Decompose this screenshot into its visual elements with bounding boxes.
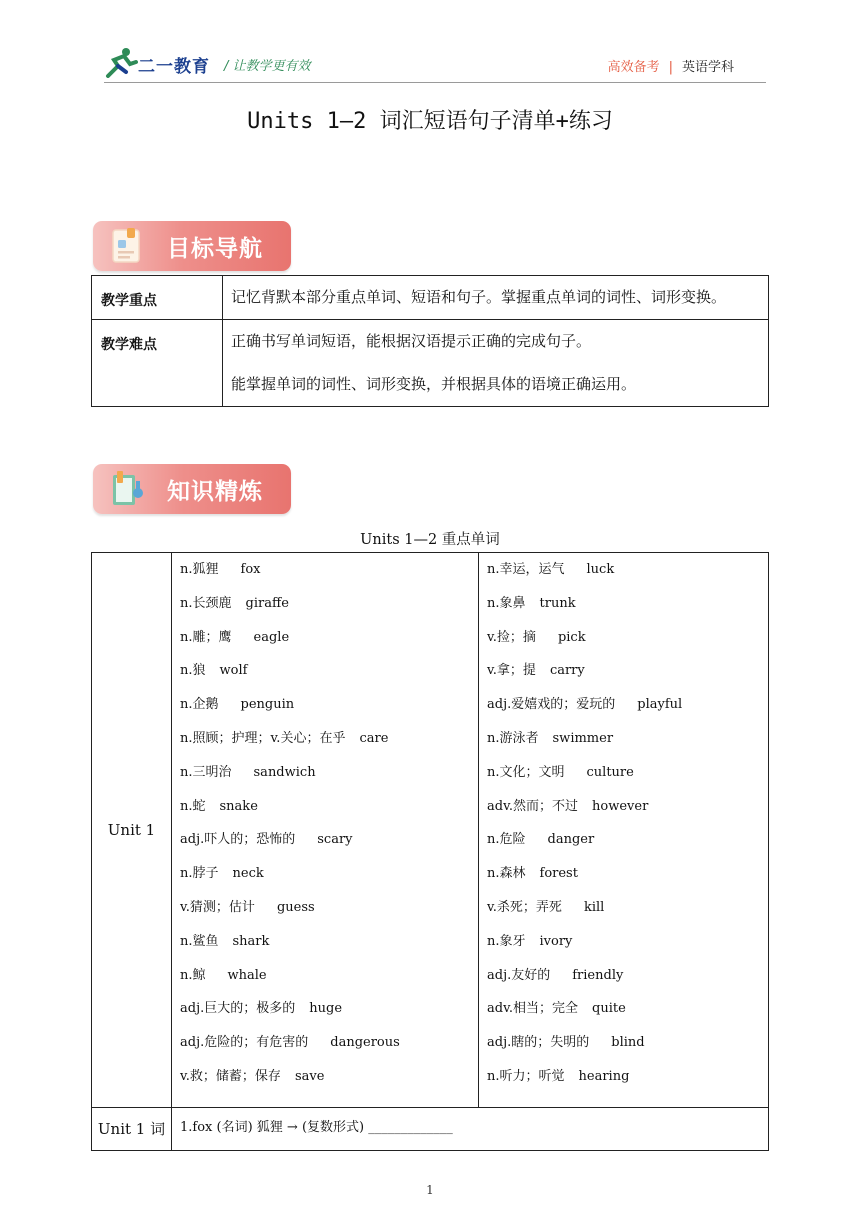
vocab-item bbox=[487, 966, 768, 1000]
section-banner-knowledge bbox=[93, 464, 291, 514]
vocab-english: penguin bbox=[240, 697, 295, 713]
vocab-column-right bbox=[479, 553, 769, 1108]
vocab-chinese: v.拿；提 bbox=[487, 663, 536, 679]
vocab-chinese: n.危险 bbox=[487, 832, 526, 848]
header-subject bbox=[608, 56, 734, 75]
teaching-goals-table bbox=[91, 275, 769, 407]
vocab-item bbox=[180, 898, 478, 932]
vocab-english: quite bbox=[592, 1001, 626, 1017]
goal-value bbox=[223, 320, 769, 407]
goal-line: 能掌握单词的词性、词形变换，并根据具体的语境正确运用。 bbox=[231, 375, 637, 393]
vocab-item bbox=[180, 661, 478, 695]
vocab-english: wolf bbox=[219, 663, 248, 679]
vocab-english: care bbox=[359, 730, 389, 746]
vocab-chinese: n.狐狸 bbox=[180, 562, 219, 577]
table-row bbox=[92, 1107, 769, 1150]
vocab-chinese: v.杀死；弄死 bbox=[487, 899, 562, 915]
header-tag-subject: 英语学科 bbox=[681, 60, 734, 75]
brand-slogan: / 让教学更有效 bbox=[224, 59, 311, 74]
vocab-english: blind bbox=[611, 1035, 645, 1051]
vocab-chinese: n.森林 bbox=[487, 866, 526, 882]
goal-line: 记忆背默本部分重点单词、短语和句子。掌握重点单词的词性、词形变换。 bbox=[231, 288, 727, 306]
vocab-item bbox=[180, 594, 478, 628]
section-banner-goals bbox=[93, 221, 291, 271]
vocab-chinese: n.雕；鹰 bbox=[180, 629, 232, 645]
section-banner-goals-label: 目标导航 bbox=[167, 236, 263, 262]
vocab-item bbox=[487, 999, 768, 1033]
vocab-english: pick bbox=[557, 629, 586, 645]
vocab-chinese: adj.危险的；有危害的 bbox=[180, 1035, 309, 1051]
vocab-chinese: adj.吓人的；恐怖的 bbox=[180, 832, 296, 848]
vocab-item bbox=[487, 830, 768, 864]
vocab-item bbox=[487, 1067, 768, 1101]
vocab-english: snake bbox=[219, 798, 258, 814]
vocab-english: playful bbox=[637, 697, 683, 713]
goal-key: 教学难点 bbox=[92, 320, 223, 407]
vocab-item bbox=[180, 560, 478, 594]
vocab-chinese: n.蛇 bbox=[180, 798, 206, 814]
vocab-chinese: adj.巨大的；极多的 bbox=[180, 1001, 296, 1017]
vocab-caption: Units 1—2 重点单词 bbox=[360, 532, 500, 548]
vocab-english: carry bbox=[549, 663, 585, 679]
vocab-item bbox=[180, 763, 478, 797]
vocab-chinese: adj.爱嬉戏的；爱玩的 bbox=[487, 697, 616, 713]
vocab-chinese: n.脖子 bbox=[180, 866, 219, 882]
vocab-item bbox=[180, 1067, 478, 1101]
section-banner-knowledge-label: 知识精炼 bbox=[167, 479, 263, 505]
vocab-chinese: n.鲸 bbox=[180, 967, 206, 983]
vocab-item bbox=[487, 797, 768, 831]
page-number: 1 bbox=[426, 1183, 434, 1197]
vocab-item bbox=[487, 864, 768, 898]
header-tag-exam: 高效备考 bbox=[607, 60, 660, 75]
vocab-english: culture bbox=[586, 764, 634, 780]
header-divider bbox=[104, 82, 766, 83]
vocab-chinese: v.猜测；估计 bbox=[180, 899, 255, 915]
vocab-chinese: adv.相当；完全 bbox=[487, 1001, 579, 1017]
table-row bbox=[92, 553, 769, 1108]
vocab-item bbox=[180, 830, 478, 864]
vocab-english: danger bbox=[547, 832, 595, 848]
vocab-item bbox=[487, 932, 768, 966]
vocab-item bbox=[487, 594, 768, 628]
vocab-chinese: n.文化；文明 bbox=[487, 764, 565, 780]
unit-label: Unit 1 bbox=[92, 553, 172, 1108]
vocab-english: dangerous bbox=[330, 1035, 400, 1051]
goal-key: 教学重点 bbox=[92, 276, 223, 320]
vocab-english: scary bbox=[317, 832, 353, 848]
vocab-chinese: n.象鼻 bbox=[487, 595, 526, 611]
vocab-item bbox=[180, 864, 478, 898]
vocab-english: kill bbox=[583, 899, 605, 915]
vocab-item bbox=[180, 966, 478, 1000]
vocab-chinese: adj.友好的 bbox=[487, 967, 551, 983]
vocab-chinese: adj.瞎的；失明的 bbox=[487, 1035, 590, 1051]
exercise-item: 1.fox (名词) 狐狸 → (复数形式) _____________ bbox=[172, 1107, 769, 1150]
vocab-chinese: v.捡；摘 bbox=[487, 629, 536, 645]
vocab-english: huge bbox=[309, 1001, 343, 1017]
vocab-english: whale bbox=[227, 967, 267, 983]
vocab-chinese: v.救；储蓄；保存 bbox=[180, 1068, 281, 1084]
vocab-chinese: n.幸运，运气 bbox=[487, 562, 565, 577]
runner-logo-icon bbox=[104, 46, 138, 78]
vocab-english: eagle bbox=[253, 629, 290, 645]
vocab-english: fox bbox=[240, 562, 261, 577]
vocab-chinese: n.照顾；护理；v.关心；在乎 bbox=[180, 730, 346, 746]
vocab-english: trunk bbox=[539, 595, 576, 611]
vocab-item bbox=[180, 628, 478, 662]
vocab-english: shark bbox=[232, 933, 270, 949]
vocab-chinese: n.游泳者 bbox=[487, 730, 539, 746]
vocab-item bbox=[487, 1033, 768, 1067]
vocab-english: save bbox=[294, 1068, 325, 1084]
vocab-item bbox=[180, 932, 478, 966]
vocab-item bbox=[487, 628, 768, 662]
vocab-item bbox=[180, 999, 478, 1033]
vocab-english: swimmer bbox=[552, 730, 614, 746]
vocab-item bbox=[487, 763, 768, 797]
vocab-chinese: n.象牙 bbox=[487, 933, 526, 949]
goal-value bbox=[223, 276, 769, 320]
vocab-english: forest bbox=[539, 866, 578, 882]
vocab-chinese: n.狼 bbox=[180, 663, 206, 679]
document-title: Units 1—2 词汇短语句子清单+练习 bbox=[247, 109, 613, 134]
vocab-chinese: n.听力；听觉 bbox=[487, 1068, 565, 1084]
header-separator: | bbox=[668, 60, 673, 75]
vocab-english: guess bbox=[276, 899, 315, 915]
vocab-item bbox=[487, 661, 768, 695]
vocab-item bbox=[180, 695, 478, 729]
vocab-english: friendly bbox=[572, 967, 624, 983]
vocab-english: neck bbox=[232, 866, 264, 882]
vocab-english: sandwich bbox=[253, 764, 316, 780]
vocab-item bbox=[487, 560, 768, 594]
vocab-item bbox=[180, 729, 478, 763]
vocab-item bbox=[487, 729, 768, 763]
vocab-english: luck bbox=[586, 562, 615, 577]
vocab-chinese: n.长颈鹿 bbox=[180, 595, 232, 611]
vocab-item bbox=[180, 1033, 478, 1067]
vocab-chinese: n.企鹅 bbox=[180, 697, 219, 713]
vocab-english: ivory bbox=[539, 933, 573, 949]
vocab-table bbox=[91, 552, 769, 1151]
vocab-chinese: n.三明治 bbox=[180, 764, 232, 780]
table-row bbox=[92, 320, 769, 407]
vocab-chinese: adv.然而；不过 bbox=[487, 798, 579, 814]
vocab-item bbox=[180, 797, 478, 831]
brand-name: 二一教育 bbox=[138, 57, 210, 77]
table-row bbox=[92, 276, 769, 320]
vocab-english: giraffe bbox=[245, 595, 289, 611]
vocab-column-left bbox=[172, 553, 479, 1108]
vocab-item bbox=[487, 695, 768, 729]
document-icon bbox=[109, 226, 145, 266]
vocab-chinese: n.鲨鱼 bbox=[180, 933, 219, 949]
exercise-unit-label: Unit 1 词 bbox=[92, 1107, 172, 1150]
vocab-english: hearing bbox=[578, 1068, 630, 1084]
book-flask-icon bbox=[109, 469, 145, 509]
vocab-english: however bbox=[592, 798, 649, 814]
goal-line: 正确书写单词短语，能根据汉语提示正确的完成句子。 bbox=[231, 332, 592, 350]
vocab-item bbox=[487, 898, 768, 932]
